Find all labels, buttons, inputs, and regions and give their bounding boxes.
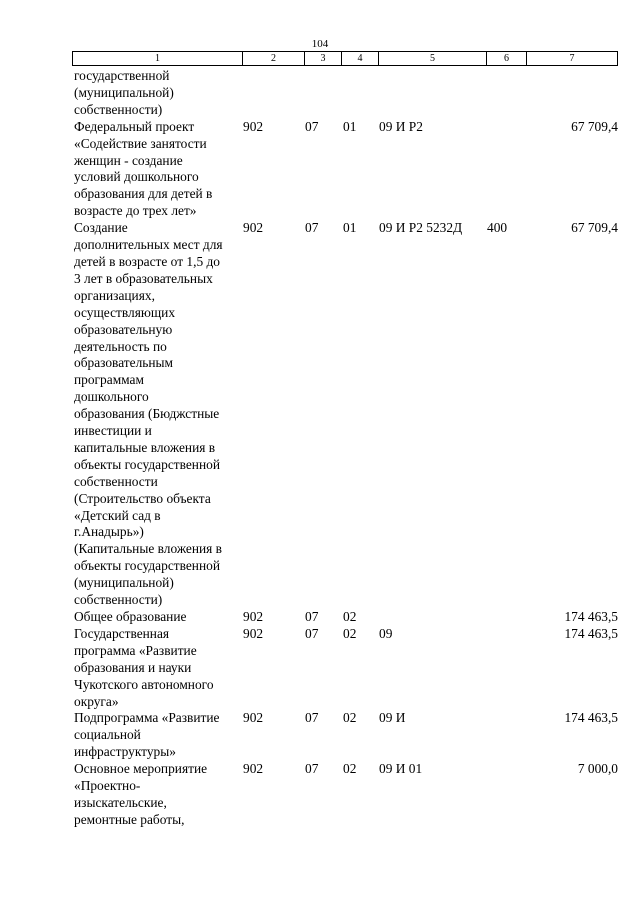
cell-admin: 902 bbox=[243, 118, 264, 134]
cell-amount: 67 709,4 bbox=[571, 220, 618, 236]
row-name-line: Подпрограмма «Развитие bbox=[74, 710, 220, 726]
row-name-line: объекты государственной bbox=[74, 456, 221, 472]
cell-subsection bbox=[343, 68, 379, 119]
cell-subsection: 02 bbox=[343, 761, 357, 777]
cell-target bbox=[379, 609, 487, 626]
cell-target: 09 bbox=[379, 625, 393, 641]
cell-section: 07 bbox=[305, 625, 319, 641]
row-name-line: инфраструктуры» bbox=[74, 744, 176, 760]
cell-expense bbox=[487, 609, 527, 626]
cell-subsection: 01 bbox=[343, 220, 357, 236]
header-col-1: 1 bbox=[73, 52, 243, 65]
cell-expense bbox=[487, 119, 527, 220]
table-row bbox=[74, 68, 618, 119]
row-name-line: государственной bbox=[74, 68, 170, 83]
row-name-line: г.Анадырь») bbox=[74, 524, 144, 540]
row-name-line: возрасте до трех лет» bbox=[74, 203, 197, 219]
row-name-line: ремонтные работы, bbox=[74, 811, 185, 827]
cell-section: 07 bbox=[305, 609, 319, 624]
row-name-line: собственности) bbox=[74, 592, 163, 608]
row-name-line: объекты государственной bbox=[74, 558, 221, 574]
cell-admin: 902 bbox=[243, 625, 264, 641]
table-row bbox=[74, 626, 618, 711]
row-name-line: «Содействие занятости bbox=[74, 135, 207, 151]
row-name-line: Создание bbox=[74, 220, 128, 236]
cell-target: 09 И bbox=[379, 710, 406, 726]
row-name-line: Чукотского автономного bbox=[74, 676, 214, 692]
row-name bbox=[74, 220, 243, 609]
row-name-line: женщин - создание bbox=[74, 152, 183, 168]
row-name-line: образования для детей в bbox=[74, 186, 213, 202]
row-name-line: Основное мероприятие bbox=[74, 761, 208, 777]
table-row bbox=[74, 710, 618, 761]
row-name-line: (муниципальной) bbox=[74, 575, 174, 591]
header-col-7: 7 bbox=[569, 53, 575, 64]
cell-admin: 902 bbox=[243, 761, 264, 777]
table-body bbox=[74, 68, 618, 829]
header-col-4: 4 bbox=[342, 52, 379, 65]
row-name-line: дошкольного bbox=[74, 389, 149, 405]
row-name-line: (Капитальные вложения в bbox=[74, 541, 223, 557]
cell-section bbox=[305, 68, 343, 119]
row-name-line: капитальные вложения в bbox=[74, 439, 216, 455]
row-name bbox=[74, 119, 243, 220]
cell-admin: 902 bbox=[243, 609, 264, 624]
row-name-line: образования и науки bbox=[74, 659, 192, 675]
cell-admin: 902 bbox=[243, 220, 264, 236]
cell-expense bbox=[487, 626, 527, 711]
row-name-line: программам bbox=[74, 372, 144, 388]
table-row bbox=[74, 220, 618, 609]
row-name-line: организациях, bbox=[74, 287, 155, 303]
table-header bbox=[72, 51, 618, 66]
header-col-3: 3 bbox=[305, 52, 342, 65]
row-name-line: Федеральный проект bbox=[74, 118, 195, 134]
row-name-line: образования (Бюджстные bbox=[74, 406, 220, 422]
row-name bbox=[74, 68, 243, 119]
row-name-line: осуществляющих bbox=[74, 304, 176, 320]
row-name-line: Общее образование bbox=[74, 609, 187, 624]
header-col-2: 2 bbox=[243, 52, 305, 65]
row-name bbox=[74, 761, 243, 829]
row-name-line: (Строительство объекта bbox=[74, 490, 211, 506]
cell-target: 09 И Р2 bbox=[379, 118, 423, 134]
table-row bbox=[74, 609, 618, 626]
cell-admin: 902 bbox=[243, 710, 264, 726]
cell-amount bbox=[527, 68, 618, 119]
cell-target: 09 И 01 bbox=[379, 761, 423, 777]
header-col-5: 5 bbox=[379, 52, 487, 65]
row-name bbox=[74, 609, 243, 626]
cell-subsection: 02 bbox=[343, 609, 357, 624]
cell-expense: 400 bbox=[487, 220, 508, 236]
cell-expense bbox=[487, 68, 527, 119]
row-name-line: собственности bbox=[74, 473, 158, 489]
row-name-line: социальной bbox=[74, 727, 141, 743]
cell-target bbox=[379, 68, 487, 119]
row-name bbox=[74, 710, 243, 761]
row-name-line: детей в возрасте от 1,5 до bbox=[74, 253, 220, 269]
cell-expense bbox=[487, 761, 527, 829]
cell-admin bbox=[243, 68, 305, 119]
row-name-line: изыскательские, bbox=[74, 794, 167, 810]
row-name-line: образовательным bbox=[74, 355, 174, 371]
row-name-line: программа «Развитие bbox=[74, 642, 197, 658]
cell-subsection: 02 bbox=[343, 625, 357, 641]
table-row bbox=[74, 119, 618, 220]
cell-subsection: 01 bbox=[343, 118, 357, 134]
row-name-line: «Детский сад в bbox=[74, 507, 161, 523]
cell-amount: 174 463,5 bbox=[564, 710, 618, 726]
row-name-line: округа» bbox=[74, 693, 119, 709]
row-name-line: «Проектно- bbox=[74, 778, 141, 794]
cell-amount: 174 463,5 bbox=[564, 625, 618, 641]
row-name-line: 3 лет в образовательных bbox=[74, 270, 213, 286]
cell-section: 07 bbox=[305, 710, 319, 726]
cell-target: 09 И Р2 5232Д bbox=[379, 220, 463, 236]
cell-section: 07 bbox=[305, 761, 319, 777]
row-name-line: образовательную bbox=[74, 321, 173, 337]
cell-subsection: 02 bbox=[343, 710, 357, 726]
row-name-line: дополнительных мест для bbox=[74, 237, 223, 253]
page-number: 104 bbox=[311, 38, 329, 50]
cell-section: 07 bbox=[305, 220, 319, 236]
cell-amount: 174 463,5 bbox=[564, 609, 618, 624]
row-name-line: Государственная bbox=[74, 625, 170, 641]
row-name-line: деятельность по bbox=[74, 338, 167, 354]
row-name-line: (муниципальной) bbox=[74, 84, 174, 100]
table-row bbox=[74, 761, 618, 829]
row-name-line: собственности) bbox=[74, 101, 163, 117]
header-col-6: 6 bbox=[487, 52, 527, 65]
cell-expense bbox=[487, 710, 527, 761]
cell-section: 07 bbox=[305, 118, 319, 134]
row-name bbox=[74, 626, 243, 711]
cell-amount: 7 000,0 bbox=[577, 761, 618, 777]
row-name-line: инвестиции и bbox=[74, 423, 152, 439]
cell-amount: 67 709,4 bbox=[571, 118, 618, 134]
row-name-line: условий дошкольного bbox=[74, 169, 199, 185]
